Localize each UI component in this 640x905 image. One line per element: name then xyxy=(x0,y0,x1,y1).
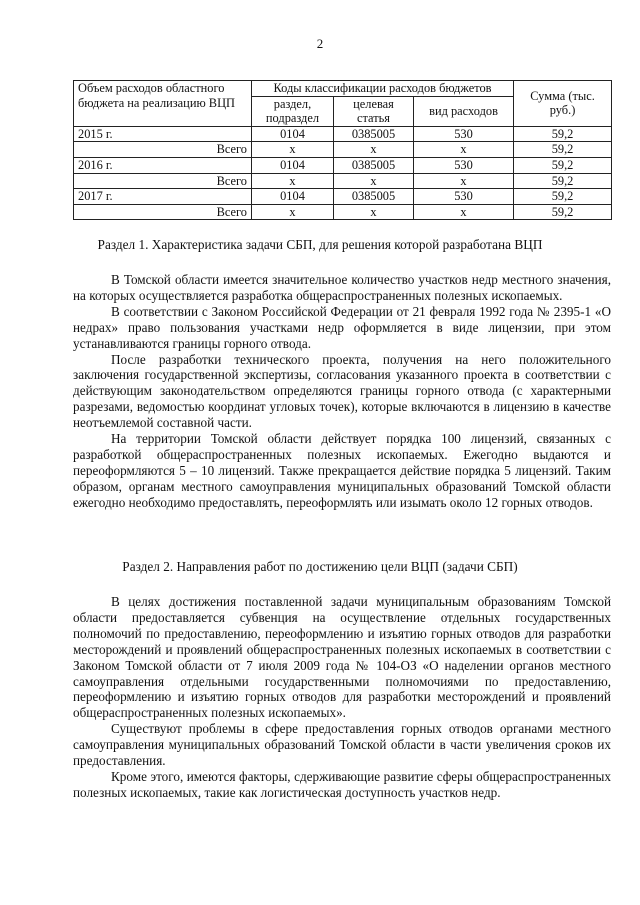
header-statya: целевая статья xyxy=(334,96,414,126)
header-codes-group: Коды классификации расходов бюджетов xyxy=(252,81,514,97)
section1-heading: Раздел 1. Характеристика задачи СБП, для решения которой разработана ВЦП xyxy=(97,237,543,252)
section2-heading: Раздел 2. Направления работ по достижению цели ВЦП (задачи СБП) xyxy=(122,559,518,574)
section2-text xyxy=(73,594,611,801)
row-label: Всего xyxy=(74,204,252,220)
section1-text xyxy=(73,272,611,511)
row-label: Всего xyxy=(74,173,252,189)
row-label: Всего xyxy=(74,142,252,158)
cell-statya: 0385005 xyxy=(334,157,414,173)
header-sum: Сумма (тыс. руб.) xyxy=(514,81,612,127)
cell-statya: х xyxy=(334,142,414,158)
header-razdel: раздел, подраздел xyxy=(252,96,334,126)
paragraph: В Томской области имеется значительное количество участков недр местного значения, на которых осуществляется разработка общераспространенных полезных ископаемых. xyxy=(73,272,611,303)
cell-razdel: х xyxy=(252,204,334,220)
cell-sum: 59,2 xyxy=(514,126,612,142)
table-row xyxy=(74,189,612,205)
cell-statya: х xyxy=(334,173,414,189)
cell-vid: 530 xyxy=(414,189,514,205)
cell-statya: 0385005 xyxy=(334,126,414,142)
cell-vid: 530 xyxy=(414,126,514,142)
row-label: 2015 г. xyxy=(74,126,252,142)
table-row xyxy=(74,142,612,158)
table-row xyxy=(74,204,612,220)
cell-vid: х xyxy=(414,142,514,158)
cell-razdel: 0104 xyxy=(252,126,334,142)
table-row xyxy=(74,157,612,173)
paragraph: В соответствии с Законом Российской Федерации от 21 февраля 1992 года № 2395-1 «О недрах» право пользования участками недр оформляется в виде лицензии, при этом устанавливаются границы горного отвода. xyxy=(73,303,611,351)
table-row xyxy=(74,173,612,189)
paragraph: Существуют проблемы в сфере предоставления горных отводов органами местного самоуправления муниципальных образований Томской области в части увеличения сроков их предоставления. xyxy=(73,721,611,769)
table-row xyxy=(74,126,612,142)
cell-vid: х xyxy=(414,204,514,220)
header-budget-volume: Объем расходов областного бюджета на реализацию ВЦП xyxy=(74,81,252,127)
cell-vid: 530 xyxy=(414,157,514,173)
cell-sum: 59,2 xyxy=(514,142,612,158)
row-label: 2016 г. xyxy=(74,157,252,173)
cell-sum: 59,2 xyxy=(514,157,612,173)
row-label: 2017 г. xyxy=(74,189,252,205)
budget-table-body xyxy=(74,126,612,220)
budget-table xyxy=(73,80,612,220)
paragraph: В целях достижения поставленной задачи муниципальным образованиям Томской области предоставляется субвенция на осуществление отдельных государственных полномочий по предоставлению, переоформлению и изъятию горных отводов для разработки месторождений и проявлений общераспространенных полезных ископаемых в соответствии с Законом Томской области от 7 июля 2009 года № 104-ОЗ «О наделении органов местного самоуправления отдельными государственными полномочиями по предоставлению, переоформлению и изъятию горных отводов для разработки месторождений и проявлений общераспространенных полезных ископаемых». xyxy=(73,594,611,721)
cell-statya: х xyxy=(334,204,414,220)
cell-razdel: 0104 xyxy=(252,189,334,205)
cell-razdel: х xyxy=(252,142,334,158)
cell-sum: 59,2 xyxy=(514,189,612,205)
cell-statya: 0385005 xyxy=(334,189,414,205)
cell-razdel: х xyxy=(252,173,334,189)
cell-razdel: 0104 xyxy=(252,157,334,173)
header-vid: вид расходов xyxy=(414,96,514,126)
paragraph: На территории Томской области действует порядка 100 лицензий, связанных с разработкой общераспространенных полезных ископаемых. Ежегодно выдаются и переоформляются 5 – 10 лицензий. Также прекращается действие порядка 5 лицензий. Таким образом, органам местного самоуправления муниципальных образований Томской области ежегодно необходимо предоставлять, переоформлять или изымать около 12 горных отводов. xyxy=(73,431,611,510)
page-number: 2 xyxy=(316,36,324,51)
paragraph: Кроме этого, имеются факторы, сдерживающие развитие сферы общераспространенных полезных ископаемых, такие как логистическая доступность участков недр. xyxy=(73,768,611,800)
paragraph: После разработки технического проекта, получения на него положительного заключения государственной экспертизы, согласования указанного проекта в соответствии с действующим законодательством определяются границы горного отвода (с характерными разрезами, ведомостью координат угловых точек), которые включаются в лицензию в качестве неотъемлемой составной части. xyxy=(73,351,611,431)
cell-sum: 59,2 xyxy=(514,204,612,220)
cell-sum: 59,2 xyxy=(514,173,612,189)
cell-vid: х xyxy=(414,173,514,189)
